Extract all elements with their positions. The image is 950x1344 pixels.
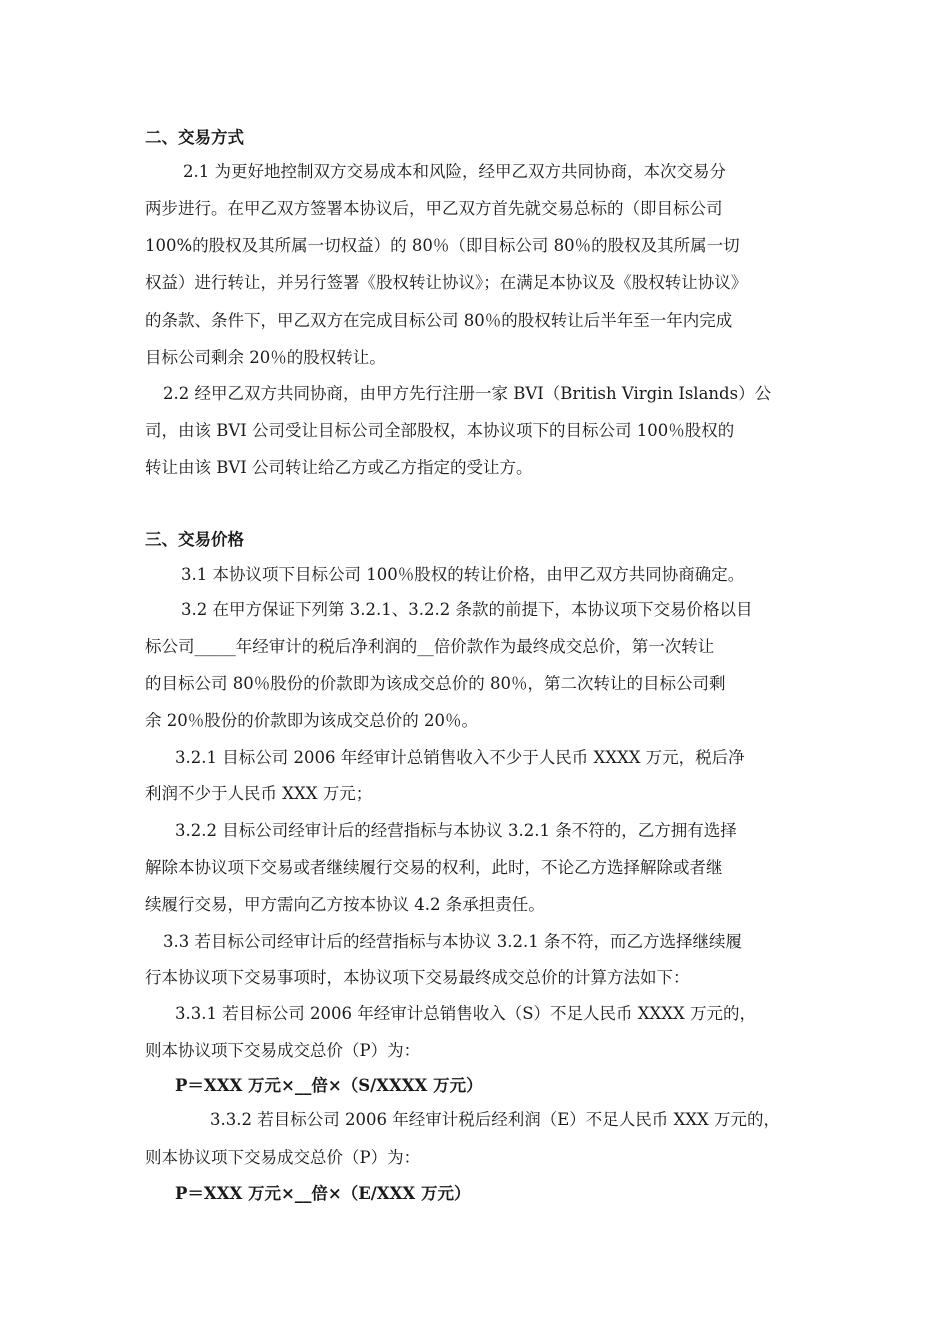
paragraph-line: 解除本协议项下交易或者继续履行交易的权利，此时，不论乙方选择解除或者继 bbox=[145, 858, 723, 877]
paragraph-line: 2.2 经甲乙双方共同协商，由甲方先行注册一家 BVI（British Virgin Islands）公 bbox=[163, 384, 772, 403]
paragraph-line: 余 20％股份的价款即为该成交总价的 20％。 bbox=[145, 711, 478, 730]
paragraph-line: 3.1 本协议项下目标公司 100％股权的转让价格，由甲乙双方共同协商确定。 bbox=[181, 565, 745, 584]
paragraph-line: 两步进行。在甲乙双方签署本协议后，甲乙双方首先就交易总标的（即目标公司 bbox=[145, 199, 723, 218]
paragraph-line: 3.2.1 目标公司 2006 年经审计总销售收入不少于人民币 XXXX 万元，税后净 bbox=[175, 748, 745, 767]
section-heading-trade-method: 二、交易方式 bbox=[145, 128, 244, 147]
paragraph-line: 3.2.2 目标公司经审计后的经营指标与本协议 3.2.1 条不符的，乙方拥有选择 bbox=[175, 821, 737, 840]
paragraph-line: 则本协议项下交易成交总价（P）为： bbox=[145, 1041, 421, 1060]
paragraph-line: 标公司_____年经审计的税后净利润的__倍价款作为最终成交总价，第一次转让 bbox=[145, 637, 715, 656]
formula-earnings: P＝XXX 万元×__倍×（E/XXX 万元） bbox=[175, 1184, 471, 1203]
paragraph-line: 3.3.1 若目标公司 2006 年经审计总销售收入（S）不足人民币 XXXX 万元的， bbox=[175, 1004, 756, 1023]
paragraph-line: 3.3 若目标公司经审计后的经营指标与本协议 3.2.1 条不符，而乙方选择继续履 bbox=[163, 932, 742, 951]
paragraph-line: 100%的股权及其所属一切权益）的 80％（即目标公司 80％的股权及其所属一切 bbox=[145, 236, 740, 255]
paragraph-line: 司，由该 BVI 公司受让目标公司全部股权，本协议项下的目标公司 100％股权的 bbox=[145, 421, 735, 440]
section-heading-trade-price: 三、交易价格 bbox=[145, 530, 244, 549]
paragraph-line: 转让由该 BVI 公司转让给乙方或乙方指定的受让方。 bbox=[145, 458, 533, 477]
paragraph-line: 权益）进行转让，并另行签署《股权转让协议》；在满足本协议及《股权转让协议》 bbox=[145, 273, 748, 292]
formula-sales: P＝XXX 万元×__倍×（S/XXXX 万元） bbox=[175, 1076, 483, 1095]
paragraph-line: 2.1 为更好地控制双方交易成本和风险，经甲乙双方共同协商，本次交易分 bbox=[183, 162, 726, 181]
paragraph-line: 则本协议项下交易成交总价（P）为： bbox=[145, 1148, 421, 1167]
paragraph-line: 续履行交易，甲方需向乙方按本协议 4.2 条承担责任。 bbox=[145, 895, 545, 914]
paragraph-line: 3.3.2 若目标公司 2006 年经审计税后经利润（E）不足人民币 XXX 万元的， bbox=[210, 1110, 780, 1129]
paragraph-line: 目标公司剩余 20％的股权转让。 bbox=[145, 348, 386, 367]
paragraph-line: 的目标公司 80％股份的价款即为该成交总价的 80％，第二次转让的目标公司剩 bbox=[145, 674, 726, 693]
paragraph-line: 的条款、条件下，甲乙双方在完成目标公司 80％的股权转让后半年至一年内完成 bbox=[145, 311, 733, 330]
paragraph-line: 利润不少于人民币 XXX 万元； bbox=[145, 784, 373, 803]
paragraph-line: 行本协议项下交易事项时，本协议项下交易最终成交总价的计算方法如下： bbox=[145, 968, 690, 987]
paragraph-line: 3.2 在甲方保证下列第 3.2.1、3.2.2 条款的前提下，本协议项下交易价格以目 bbox=[181, 600, 753, 619]
